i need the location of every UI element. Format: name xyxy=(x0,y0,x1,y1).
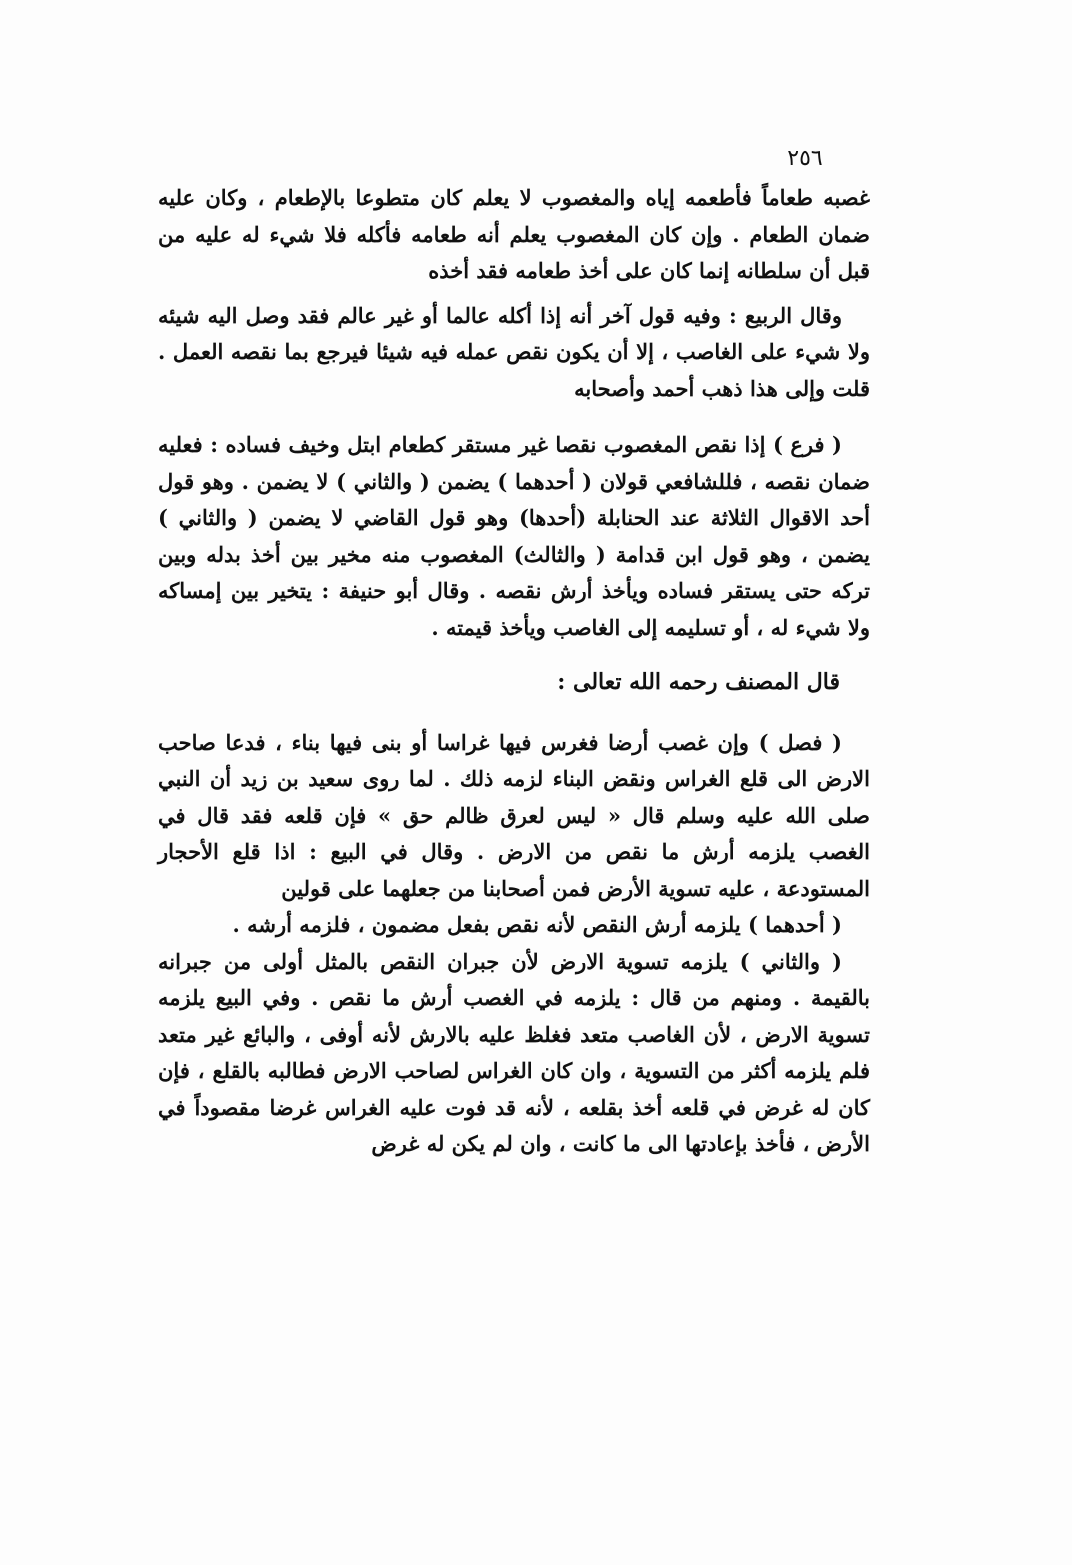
paragraph-2: وقال الربيع : وفيه قول آخر أنه إذا أكله عالما أو غير عالم فقد وصل اليه شيئه ولا شيء على الغاصب ، إلا أن يكون نقص عمله فيه شيئا فيرجع بما نقصه العمل . قلت وإلى هذا ذهب أحمد وأصحابه xyxy=(158,302,870,401)
page-number: ٢٥٦ xyxy=(787,146,823,171)
paragraph-5: ( أحدهما ) يلزمه أرش النقص لأنه نقص بفعل مضمون ، فلزمه أرشه . xyxy=(232,912,842,937)
body-text xyxy=(158,180,870,1163)
paragraph-4: ( فصل ) وإن غصب أرضا فغرس فيها غراسا أو بنى فيها بناء ، فدعا صاحب الارض الى قلع الغراس ونقض البناء لزمه ذلك . لما روى سعيد بن زيد أن النبي صلى الله عليه وسلم قال « ليس لعرق ظالم حق » فإن قلعه فقد قال في الغصب يلزمه أرش ما نقص من الارض . وقال في البيع : اذا قلع الأحجار المستودعة ، عليه تسوية الأرض فمن أصحابنا من جعلهما على قولين xyxy=(158,729,870,901)
paragraph-3: ( فرع ) إذا نقص المغصوب نقصا غير مستقر كطعام ابتل وخيف فساده : فعليه ضمان نقصه ، فللشافعي قولان ( أحدهما ) يضمن ( والثاني ) لا يضمن . وهو قول أحد الاقوال الثلاثة عند الحنابلة (أحدها) وهو قول القاضي لا يضمن ( والثاني ) يضمن ، وهو قول ابن قدامة ( والثالث) المغصوب منه مخير بين أخذ بدله وبين تركه حتى يستقر فساده ويأخذ أرش نقصه . وقال أبو حنيفة : يتخير بين إمساكه ولا شيء له ، أو تسليمه إلى الغاصب ويأخذ قيمته . xyxy=(158,432,870,640)
paragraph-1: غصبه طعاماً فأطعمه إياه والمغصوب لا يعلم كان متطوعا بالإطعام ، وكان عليه ضمان الطعام . وإن كان المغصوب يعلم أنه طعامه فأكله فلا شيء له عليه من قبل أن سلطانه إنما كان على أخذ طعامه فقد أخذه xyxy=(158,185,870,283)
paragraph-6: ( والثاني ) يلزمه تسوية الارض لأن جبران النقص بالمثل أولى من جبرانه بالقيمة . ومنهم من قال : يلزمه في الغصب أرش ما نقص . وفي البيع يلزمه تسوية الارض ، لأن الغاصب متعد فغلظ عليه بالارش لأنه أوفى ، والبائع غير متعد فلم يلزمه أكثر من التسوية ، وان كان الغراس لصاحب الارض فطالبه بالقلع ، فإن كان له غرض في قلعه أخذ بقلعه ، لأنه قد فوت عليه الغراس غرضا مقصوداً في الأرض ، فأخذ بإعادتها الى ما كانت ، وان لم يكن له غرض xyxy=(158,948,870,1156)
section-heading: قال المصنف رحمه الله تعالى : xyxy=(557,669,840,695)
